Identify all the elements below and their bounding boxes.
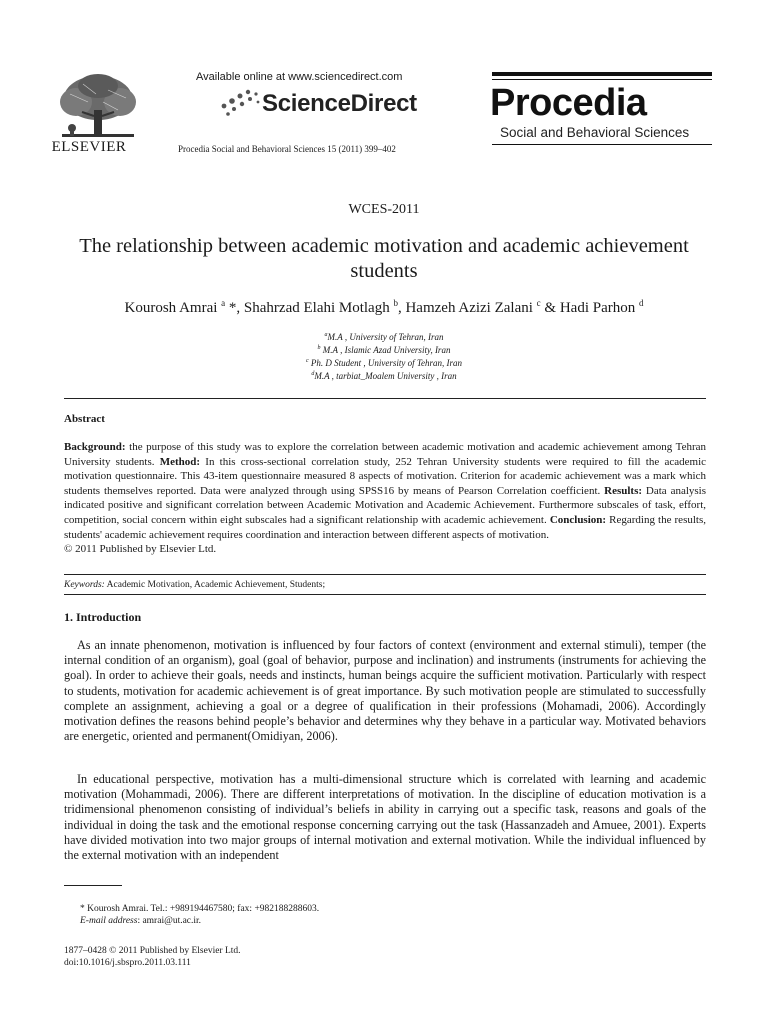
affiliation-line	[0, 358, 768, 368]
affiliation-marker: d	[311, 371, 315, 377]
intro-paragraph-2: In educational perspective, motivation has a multi-dimensional structure which is correlated with learning and academic motivation (Mohammadi, 2006). There are different interpretations of motivation. In the discipline of education motivation is a tridimensional phenomenon consisting of individual’s beliefs in ability in carrying out a specific task, reasons and goals of the individual in doing the task and the emotional response concerning carrying out the task (Hassanzadeh and Amuee, 2001). Experts have divided motivation into two major groups of internal motivation and external motivation. While the individual influenced by the external motivation with an independent	[64, 772, 706, 863]
keywords-text: Academic Motivation, Academic Achievement, Students;	[104, 580, 326, 590]
conference-name: WCES-2011	[348, 202, 420, 217]
method-label: Method:	[159, 455, 201, 468]
author-affiliation-marker: d	[639, 298, 644, 308]
author-affiliation-marker: a	[221, 298, 226, 308]
affiliation-text: M.A , Islamic Azad University, Iran	[320, 345, 451, 355]
affiliation-marker: c	[305, 358, 309, 364]
affiliation-line	[0, 345, 768, 355]
abstract-divider	[64, 574, 706, 575]
results-text: Data analysis indicated positive and significant correlation between Academic Motivation and Academic Achievement. Furthermore subscales of task, effort, competition, social concern within eight subscales had a significant relationship with academic achievement.	[64, 484, 707, 526]
intro-paragraph-1: As an innate phenomenon, motivation is influenced by four factors of context (environment and external stimuli), temper (the internal condition of an organism), goal (goal of behavior, purpose and inclination) and instruments (instruments for achieving the goal). In order to achieve their goals, needs and instincts, human beings acquire the sufficient motivation. Particularly with respect to students, motivation for academic achievement is of great importance. By such motivation people are stimulated to successfully complete an assignment, achieving a goal or a degree of qualification in their professions (Mohamadi, 2006). Accordingly motivation defines the reasons behind people’s behavior and determines why they behave in a particular way. Motivated behaviors are energetic, oriented and permanent(Omidiyan, 2006).	[64, 638, 706, 744]
background-text: the purpose of this study was to explore the correlation between academic motivation and academic achievement among Tehran University students.	[64, 441, 706, 468]
affiliation-text: M.A , University of Tehran, Iran	[327, 332, 444, 342]
journal-citation: Procedia Social and Behavioral Sciences 15 (2011) 399–402	[178, 144, 396, 154]
procedia-bottom-rule	[492, 144, 712, 145]
sciencedirect-dots-icon	[218, 88, 262, 118]
conclusion-label: Conclusion:	[549, 513, 607, 526]
section-heading-introduction: 1. Introduction	[64, 610, 142, 624]
author-separator: *,	[225, 300, 244, 316]
copyright-line: © 2011 Published by Elsevier Ltd.	[64, 543, 217, 556]
corresponding-author-footnote: * Kourosh Amrai. Tel.: +989194467580; fax: +982188288603.	[80, 904, 320, 914]
author-separator: &	[540, 300, 560, 316]
paper-title: The relationship between academic motivation and academic achievement students	[79, 235, 689, 282]
author-list	[0, 298, 768, 317]
procedia-thin-rule	[492, 79, 712, 80]
email-address: : amrai@ut.ac.ir.	[137, 916, 202, 926]
email-label: E-mail address	[80, 916, 138, 926]
sciencedirect-wordmark: ScienceDirect	[262, 90, 417, 117]
affiliation-text: Ph. D Student , University of Tehran, Iran	[308, 358, 463, 368]
affiliation-line	[0, 371, 768, 381]
procedia-subtitle: Social and Behavioral Sciences	[500, 125, 690, 140]
abstract-heading: Abstract	[64, 413, 105, 425]
author-separator: ,	[397, 300, 406, 316]
author-name: Hadi Parhon	[559, 300, 636, 316]
doi-line: doi:10.1016/j.sbspro.2011.03.111	[64, 958, 191, 968]
conclusion-text: Regarding the results, students' academic achievement requires coordination and interaction between different aspects of motivation.	[64, 513, 706, 541]
header-divider	[64, 398, 706, 399]
issn-copyright-line: 1877–0428 © 2011 Published by Elsevier Ltd.	[64, 946, 241, 956]
affiliation-marker: b	[317, 345, 321, 351]
abstract-body	[64, 440, 706, 557]
author-name: Kourosh Amrai	[124, 300, 218, 316]
keywords-line	[64, 580, 325, 590]
publisher-name: ELSEVIER	[51, 139, 127, 155]
keywords-label: Keywords:	[64, 580, 105, 590]
email-footnote	[80, 916, 201, 926]
footnote-rule	[64, 885, 122, 886]
procedia-title: Procedia	[490, 82, 647, 124]
author-name: Shahrzad Elahi Motlagh	[243, 300, 390, 316]
method-text: In this cross-sectional correlation study, 252 Tehran University students were required to fill the academic motivation questionnaire. This 43-item questionnaire measured 8 aspects of motivation. Criterion for academic achievement was a mark which students themselves reported. Data were analyzed through using SPSS16 by means of Pearson Correlation coefficient.	[64, 455, 707, 497]
author-name: Hamzeh Azizi Zalani	[405, 300, 533, 316]
author-affiliation-marker: c	[536, 298, 541, 308]
keywords-divider	[64, 594, 706, 595]
available-online-text: Available online at www.sciencedirect.com	[196, 71, 403, 83]
affiliation-marker: a	[324, 332, 328, 338]
affiliation-line	[0, 332, 768, 342]
procedia-top-rule	[492, 72, 712, 76]
background-label: Background:	[64, 441, 126, 453]
author-affiliation-marker: b	[393, 298, 398, 308]
results-label: Results:	[604, 484, 643, 497]
affiliation-text: M.A , tarbiat_Moalem University , Iran	[314, 371, 457, 381]
